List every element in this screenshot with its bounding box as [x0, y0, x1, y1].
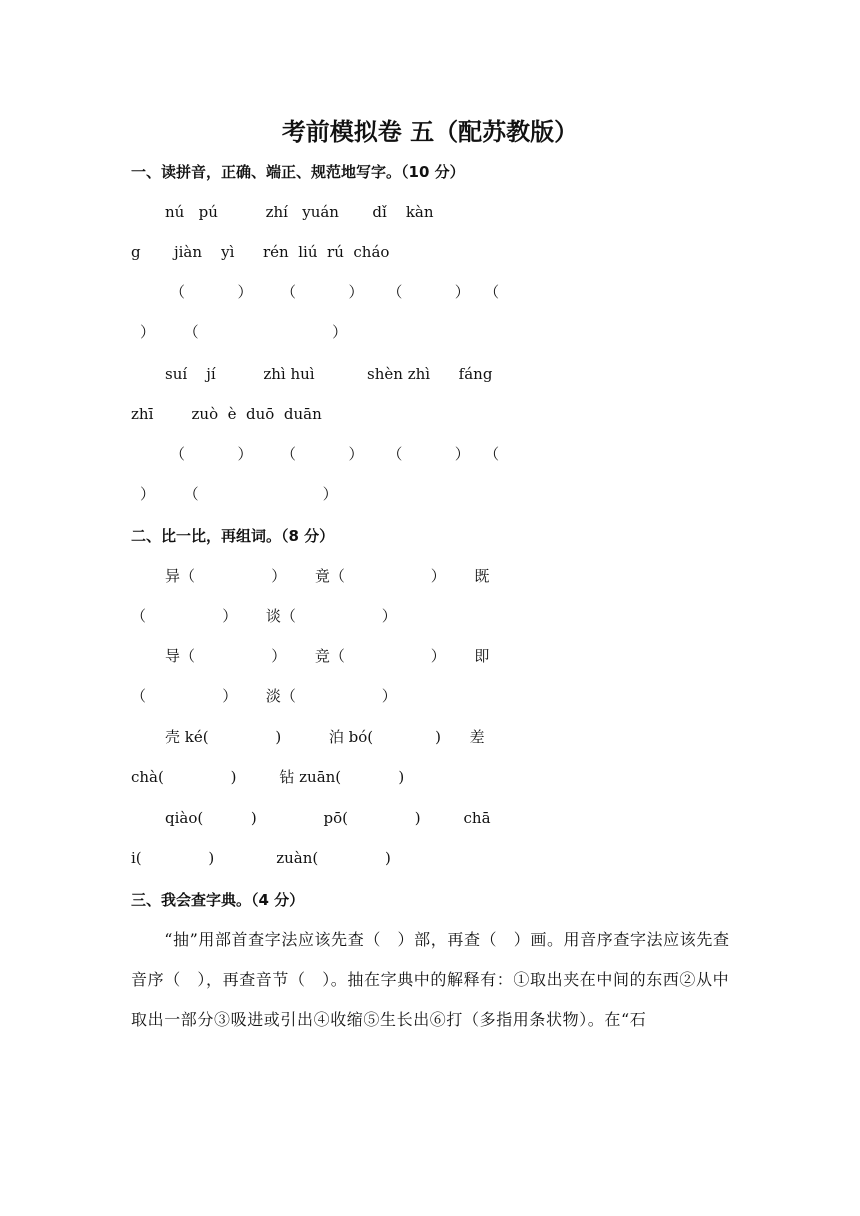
compare-line: 异（ ） 竟（ ） 既: [165, 567, 490, 585]
page-title: 考前模拟卷 五（配苏教版）: [281, 118, 579, 146]
answer-blanks-line: （ ） （ ） （ ） （: [170, 445, 500, 463]
section-2-heading: 二、比一比，再组词。（8 分）: [131, 527, 335, 545]
polyphone-line: chà( ) 钻 zuān( ): [131, 768, 405, 786]
polyphone-line: 壳 ké( ) 泊 bó( ) 差: [165, 728, 485, 746]
compare-line: （ ） 谈（ ）: [131, 607, 397, 625]
answer-blanks-line: ） （ ）: [140, 485, 338, 503]
compare-line: 导（ ） 竞（ ） 即: [165, 647, 490, 665]
polyphone-line: i( ) zuàn( ): [131, 849, 391, 867]
compare-line: （ ） 淡（ ）: [131, 687, 397, 705]
pinyin-line: g jiàn yì rén liú rú cháo: [131, 243, 390, 261]
section-1-heading: 一、读拼音，正确、端正、规范地写字。（10 分）: [131, 163, 465, 181]
answer-blanks-line: （ ） （ ） （ ） （: [170, 283, 500, 301]
section-3-heading: 三、我会查字典。（4 分）: [131, 891, 305, 909]
answer-blanks-line: ） （ ）: [140, 323, 348, 341]
pinyin-line: suí jí zhì huì shèn zhì fáng: [165, 365, 493, 383]
dictionary-question-paragraph: “抽”用部首查字法应该先查（ ）部，再查（ ）画。用音序查字法应该先查音序（ ），再查音节（ ）。抽在字典中的解释有：①取出夹在中间的东西②从中取出一部分③吸进或引出④收缩⑤生长出⑥打（多指用条状物）。在“石: [131, 930, 730, 1029]
polyphone-line: qiào( ) pō( ) chā: [165, 809, 491, 827]
pinyin-line: zhī zuò è duō duān: [131, 405, 322, 423]
pinyin-line: nú pú zhí yuán dǐ kàn: [165, 203, 434, 221]
